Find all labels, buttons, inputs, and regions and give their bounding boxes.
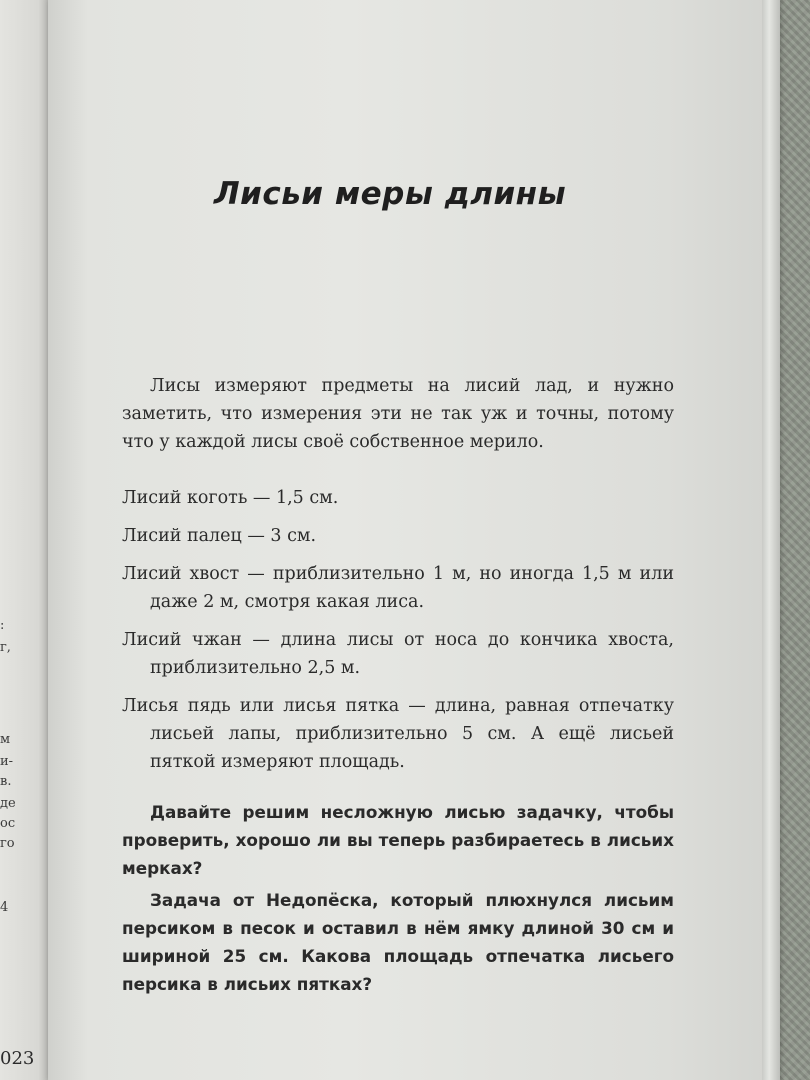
- definition-claw: Лисий коготь — 1,5 см.: [122, 488, 339, 508]
- left-page-fragment: 4: [0, 900, 9, 915]
- task-intro-paragraph: Давайте решим несложную лисью задачку, чтобы проверить, хорошо ли вы теперь разбираетесь в лисьих мерках?: [122, 802, 674, 878]
- definition-span: Лисья пядь или лисья пятка — длина, равная отпечатку лисьей лапы, приблизительно 5 см. А ещё лисьей пяткой измеряют площадь.: [122, 696, 674, 772]
- intro-block: [122, 372, 674, 456]
- task-block: [122, 798, 674, 998]
- definitions-list: [122, 484, 674, 776]
- page-title: Лисьи меры длины: [213, 176, 567, 212]
- left-page-fragment: де: [0, 796, 16, 811]
- definition-tail: Лисий хвост — приблизительно 1 м, но иногда 1,5 м или даже 2 м, смотря какая лиса.: [122, 564, 674, 612]
- left-page-fragment: ос: [0, 816, 16, 831]
- left-page-fragment: :: [0, 618, 5, 633]
- page-edge: [762, 0, 780, 1080]
- left-page-fragment: и-: [0, 754, 14, 769]
- left-page-fragment: в.: [0, 774, 12, 789]
- left-page-fragment: г,: [0, 640, 11, 655]
- left-page-fragment: м: [0, 732, 11, 747]
- intro-paragraph: Лисы измеряют предметы на лисий лад, и нужно заметить, что измерения эти не так уж и точны, потому что у каждой лисы своё собственное мерило.: [122, 376, 674, 452]
- task-paragraph: Задача от Недопёска, который плюхнулся лисьим персиком в песок и оставил в нём ямку длиной 30 см и шириной 25 см. Какова площадь отпечатка лисьего персика в лисьих пятках?: [122, 890, 674, 994]
- definition-finger: Лисий палец — 3 см.: [122, 526, 317, 546]
- previous-page: [0, 0, 48, 1080]
- definition-chzhan: Лисий чжан — длина лисы от носа до кончика хвоста, приблизительно 2,5 м.: [122, 630, 674, 678]
- page-number: 023: [0, 1048, 35, 1069]
- left-page-fragment: го: [0, 836, 15, 851]
